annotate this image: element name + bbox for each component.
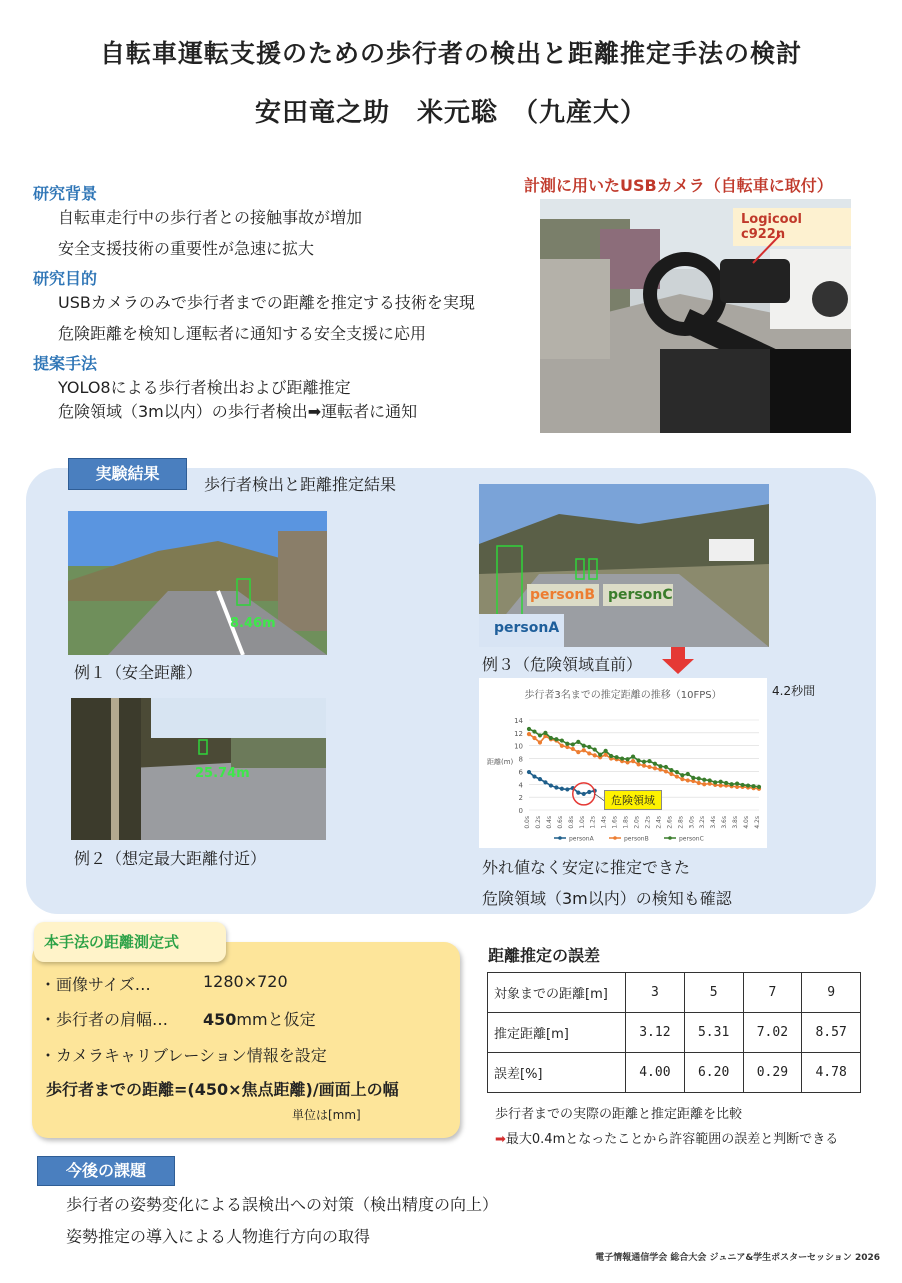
chart-point xyxy=(724,781,728,785)
chart-point xyxy=(740,783,744,787)
chart-x-tick-label: 3.6s xyxy=(721,816,729,829)
table-cell: 8.57 xyxy=(802,1013,861,1053)
chart-point xyxy=(538,733,542,737)
chart-x-tick-label: 1.2s xyxy=(589,816,597,829)
chart-point xyxy=(746,783,750,787)
chart-legend-label: personA xyxy=(569,835,594,843)
table-row xyxy=(488,973,861,1013)
chart-point xyxy=(571,747,575,751)
arrow-down-icon xyxy=(661,647,695,675)
background-line-2: 安全支援技術の重要性が急速に拡大 xyxy=(58,239,315,258)
chart-x-tick-label: 2.4s xyxy=(655,816,663,829)
chart-y-tick-label: 0 xyxy=(518,807,523,815)
chart-point xyxy=(527,727,531,731)
future-line-1: 歩行者の姿勢変化による誤検出への対策（検出精度の向上） xyxy=(66,1195,499,1214)
chart-point xyxy=(587,751,591,755)
poster-authors: 安田竜之助 米元聡 （九産大） xyxy=(254,98,647,128)
chart-point xyxy=(653,766,657,770)
chart-point xyxy=(576,750,580,754)
footer: 電子情報通信学会 総合大会 ジュニア&学生ポスターセッション 2026 xyxy=(595,1253,880,1263)
chart-legend-label: personC xyxy=(679,835,704,843)
example-2-caption: 例２（想定最大距離付近） xyxy=(74,849,267,868)
chart-point xyxy=(713,780,717,784)
chart-y-axis-label: 距離(m) xyxy=(487,758,514,766)
chart-point xyxy=(532,729,536,733)
chart-x-tick-label: 1.0s xyxy=(578,816,586,829)
chart-x-tick-label: 1.4s xyxy=(600,816,608,829)
chart-point xyxy=(582,748,586,752)
table-cell: 4.78 xyxy=(802,1053,861,1093)
purpose-heading: 研究目的 xyxy=(33,269,98,288)
arrow-right-icon: ➡ xyxy=(495,1132,506,1147)
chart-point xyxy=(664,769,668,773)
example-3-person-a: personA xyxy=(494,620,560,636)
table-cell: 9 xyxy=(802,973,861,1013)
chart-point xyxy=(598,753,602,757)
chart-point xyxy=(636,758,640,762)
error-note-2 xyxy=(495,1128,838,1147)
chart-point xyxy=(543,780,547,784)
error-note-2-text: 最大0.4mとなったことから許容範囲の誤差と判断できる xyxy=(505,1132,839,1147)
chart-point xyxy=(543,731,547,735)
chart-legend-marker xyxy=(668,836,672,840)
example-3-person-c: personC xyxy=(608,587,673,603)
error-table-heading: 距離推定の誤差 xyxy=(488,946,601,965)
chart-legend-marker xyxy=(558,836,562,840)
results-tab: 実験結果 xyxy=(68,458,187,490)
formula-line-1-value: 1280×720 xyxy=(203,972,288,991)
example-2-photo xyxy=(71,698,326,840)
table-row xyxy=(488,1013,861,1053)
chart-point xyxy=(620,756,624,760)
chart-series-line xyxy=(529,729,759,787)
chart-point xyxy=(719,780,723,784)
example-3-caption: 例３（危険領域直前） xyxy=(482,655,643,674)
chart-title: 歩行者3名までの推定距離の推移（10FPS） xyxy=(524,690,722,701)
chart-point xyxy=(625,757,629,761)
background-line-1: 自転車走行中の歩行者との接触事故が増加 xyxy=(58,208,363,227)
chart-x-tick-label: 3.8s xyxy=(732,816,740,829)
chart-point xyxy=(532,736,536,740)
chart-point xyxy=(538,740,542,744)
error-table xyxy=(487,972,861,1093)
chart-point xyxy=(604,749,608,753)
chart-point xyxy=(708,778,712,782)
chart-x-tick-label: 0.0s xyxy=(524,816,531,829)
chart-point xyxy=(735,782,739,786)
chart-point xyxy=(680,773,684,777)
chart-x-tick-label: 2.0s xyxy=(633,816,641,829)
chart-point xyxy=(565,787,569,791)
chart-point xyxy=(664,765,668,769)
chart-point xyxy=(669,768,673,772)
chart-legend-label: personB xyxy=(624,835,649,843)
chart-point xyxy=(658,764,662,768)
chart-x-tick-label: 0.6s xyxy=(556,816,564,829)
shoulder-width-value: 450 xyxy=(203,1010,237,1029)
chart-x-tick-label: 0.8s xyxy=(567,816,575,829)
chart-point xyxy=(527,732,531,736)
chart-point xyxy=(647,765,651,769)
chart-point xyxy=(582,792,586,796)
chart-point xyxy=(631,755,635,759)
formula-line-2-label: ・歩行者の肩幅… xyxy=(40,1010,169,1029)
chart-x-tick-label: 4.2s xyxy=(754,816,761,829)
chart-point xyxy=(587,745,591,749)
chart-point xyxy=(669,772,673,776)
chart-duration: 4.2秒間 xyxy=(772,684,816,698)
table-cell: 3.12 xyxy=(626,1013,685,1053)
chart-point xyxy=(571,742,575,746)
chart-point xyxy=(631,759,635,763)
chart-plot xyxy=(479,678,767,848)
chart-point xyxy=(565,742,569,746)
chart-point xyxy=(560,738,564,742)
table-cell: 7.02 xyxy=(743,1013,802,1053)
example-1-caption: 例１（安全距離） xyxy=(74,663,203,682)
chart-point xyxy=(549,736,553,740)
chart-point xyxy=(719,783,723,787)
chart-legend-marker xyxy=(613,836,617,840)
camera-pointer-line xyxy=(753,235,780,263)
chart-x-tick-label: 4.0s xyxy=(743,816,751,829)
camera-photo xyxy=(540,199,851,433)
future-tab: 今後の課題 xyxy=(37,1156,175,1186)
chart-y-tick-label: 10 xyxy=(514,742,523,751)
chart-point xyxy=(576,791,580,795)
chart-point xyxy=(527,770,531,774)
chart-point xyxy=(675,770,679,774)
chart-point xyxy=(680,777,684,781)
chart-x-tick-label: 3.4s xyxy=(710,816,718,829)
chart-x-tick-label: 2.8s xyxy=(677,816,685,829)
chart-point xyxy=(642,760,646,764)
chart-point xyxy=(757,785,761,789)
method-line-2: 危険領域（3m以内）の歩行者検出➡運転者に通知 xyxy=(58,402,418,421)
chart-point xyxy=(576,740,580,744)
formula-tab: 本手法の距離測定式 xyxy=(34,922,226,962)
chart-point xyxy=(560,787,564,791)
table-row-label: 対象までの距離[m] xyxy=(488,973,626,1013)
table-cell: 5 xyxy=(684,973,743,1013)
chart-x-tick-label: 0.4s xyxy=(545,816,553,829)
chart-point xyxy=(582,744,586,748)
chart-point xyxy=(686,778,690,782)
table-row-label: 誤差[%] xyxy=(488,1053,626,1093)
chart-point xyxy=(675,774,679,778)
example-2-distance: 25.74m xyxy=(195,766,250,781)
chart-point xyxy=(609,754,613,758)
distance-chart xyxy=(479,678,767,848)
chart-point xyxy=(593,747,597,751)
chart-point xyxy=(697,781,701,785)
chart-x-tick-label: 3.0s xyxy=(688,816,696,829)
formula-line-3: ・カメラキャリブレーション情報を設定 xyxy=(40,1046,327,1065)
table-row-label: 推定距離[m] xyxy=(488,1013,626,1053)
chart-y-tick-label: 8 xyxy=(518,755,523,764)
chart-y-tick-label: 14 xyxy=(514,717,523,725)
chart-point xyxy=(538,777,542,781)
chart-y-tick-label: 6 xyxy=(518,768,523,777)
chart-point xyxy=(549,783,553,787)
method-heading: 提案手法 xyxy=(33,354,98,373)
table-cell: 5.31 xyxy=(684,1013,743,1053)
results-subtitle: 歩行者検出と距離推定結果 xyxy=(204,475,397,494)
chart-x-tick-label: 2.2s xyxy=(644,816,652,829)
chart-point xyxy=(560,744,564,748)
table-cell: 0.29 xyxy=(743,1053,802,1093)
formula-equation: 歩行者までの距離=(450×焦点距離)/画面上の幅 xyxy=(46,1080,399,1099)
formula-unit: 単位は[mm] xyxy=(292,1108,361,1122)
chart-point xyxy=(587,790,591,794)
example-1-distance: 8.46m xyxy=(230,616,276,631)
future-line-2: 姿勢推定の導入による人物進行方向の取得 xyxy=(66,1227,371,1246)
table-cell: 7 xyxy=(743,973,802,1013)
chart-point xyxy=(554,785,558,789)
example-3-person-b: personB xyxy=(530,587,596,603)
chart-x-tick-label: 1.6s xyxy=(611,816,619,829)
camera-model-label: Logicool c922n xyxy=(733,208,851,246)
chart-point xyxy=(751,784,755,788)
chart-y-tick-label: 2 xyxy=(518,794,523,803)
chart-x-tick-label: 2.6s xyxy=(666,816,674,829)
chart-point xyxy=(702,782,706,786)
chart-point xyxy=(697,776,701,780)
chart-point xyxy=(593,753,597,757)
chart-point xyxy=(691,776,695,780)
chart-point xyxy=(554,737,558,741)
purpose-line-1: USBカメラのみで歩行者までの距離を推定する技術を実現 xyxy=(58,293,475,312)
chart-x-tick-label: 1.8s xyxy=(622,816,630,829)
chart-point xyxy=(532,774,536,778)
purpose-line-2: 危険距離を検知し運転者に通知する安全支援に応用 xyxy=(58,324,427,343)
danger-zone-annotation: 危険領域 xyxy=(604,790,662,810)
chart-point xyxy=(730,782,734,786)
example-1-photo xyxy=(68,511,327,655)
chart-point xyxy=(647,759,651,763)
formula-line-2-value xyxy=(203,1007,316,1030)
error-note-1: 歩行者までの実際の距離と推定距離を比較 xyxy=(495,1107,743,1122)
formula-line-1-label: ・画像サイズ… xyxy=(40,975,151,994)
chart-x-tick-label: 0.2s xyxy=(534,816,542,829)
chart-y-tick-label: 12 xyxy=(514,729,523,738)
chart-point xyxy=(702,778,706,782)
table-cell: 6.20 xyxy=(684,1053,743,1093)
camera-caption: 計測に用いたUSBカメラ（自転車に取付） xyxy=(524,176,833,195)
results-conclusion-2: 危険領域（3m以内）の検知も確認 xyxy=(482,889,732,908)
chart-point xyxy=(615,755,619,759)
method-line-1: YOLO8による歩行者検出および距離推定 xyxy=(58,378,351,397)
table-cell: 3 xyxy=(626,973,685,1013)
chart-y-tick-label: 4 xyxy=(518,781,523,790)
chart-point xyxy=(642,764,646,768)
chart-point xyxy=(686,772,690,776)
poster-title: 自転車運転支援のための歩行者の検出と距離推定手法の検討 xyxy=(99,39,802,68)
results-conclusion-1: 外れ値なく安定に推定できた xyxy=(482,858,691,877)
background-heading: 研究背景 xyxy=(33,184,98,203)
shoulder-width-unit: mmと仮定 xyxy=(236,1010,316,1029)
table-row xyxy=(488,1053,861,1093)
table-cell: 4.00 xyxy=(626,1053,685,1093)
chart-point xyxy=(653,762,657,766)
chart-point xyxy=(636,762,640,766)
chart-x-tick-label: 3.2s xyxy=(699,816,707,829)
example-3-photo xyxy=(479,484,769,647)
